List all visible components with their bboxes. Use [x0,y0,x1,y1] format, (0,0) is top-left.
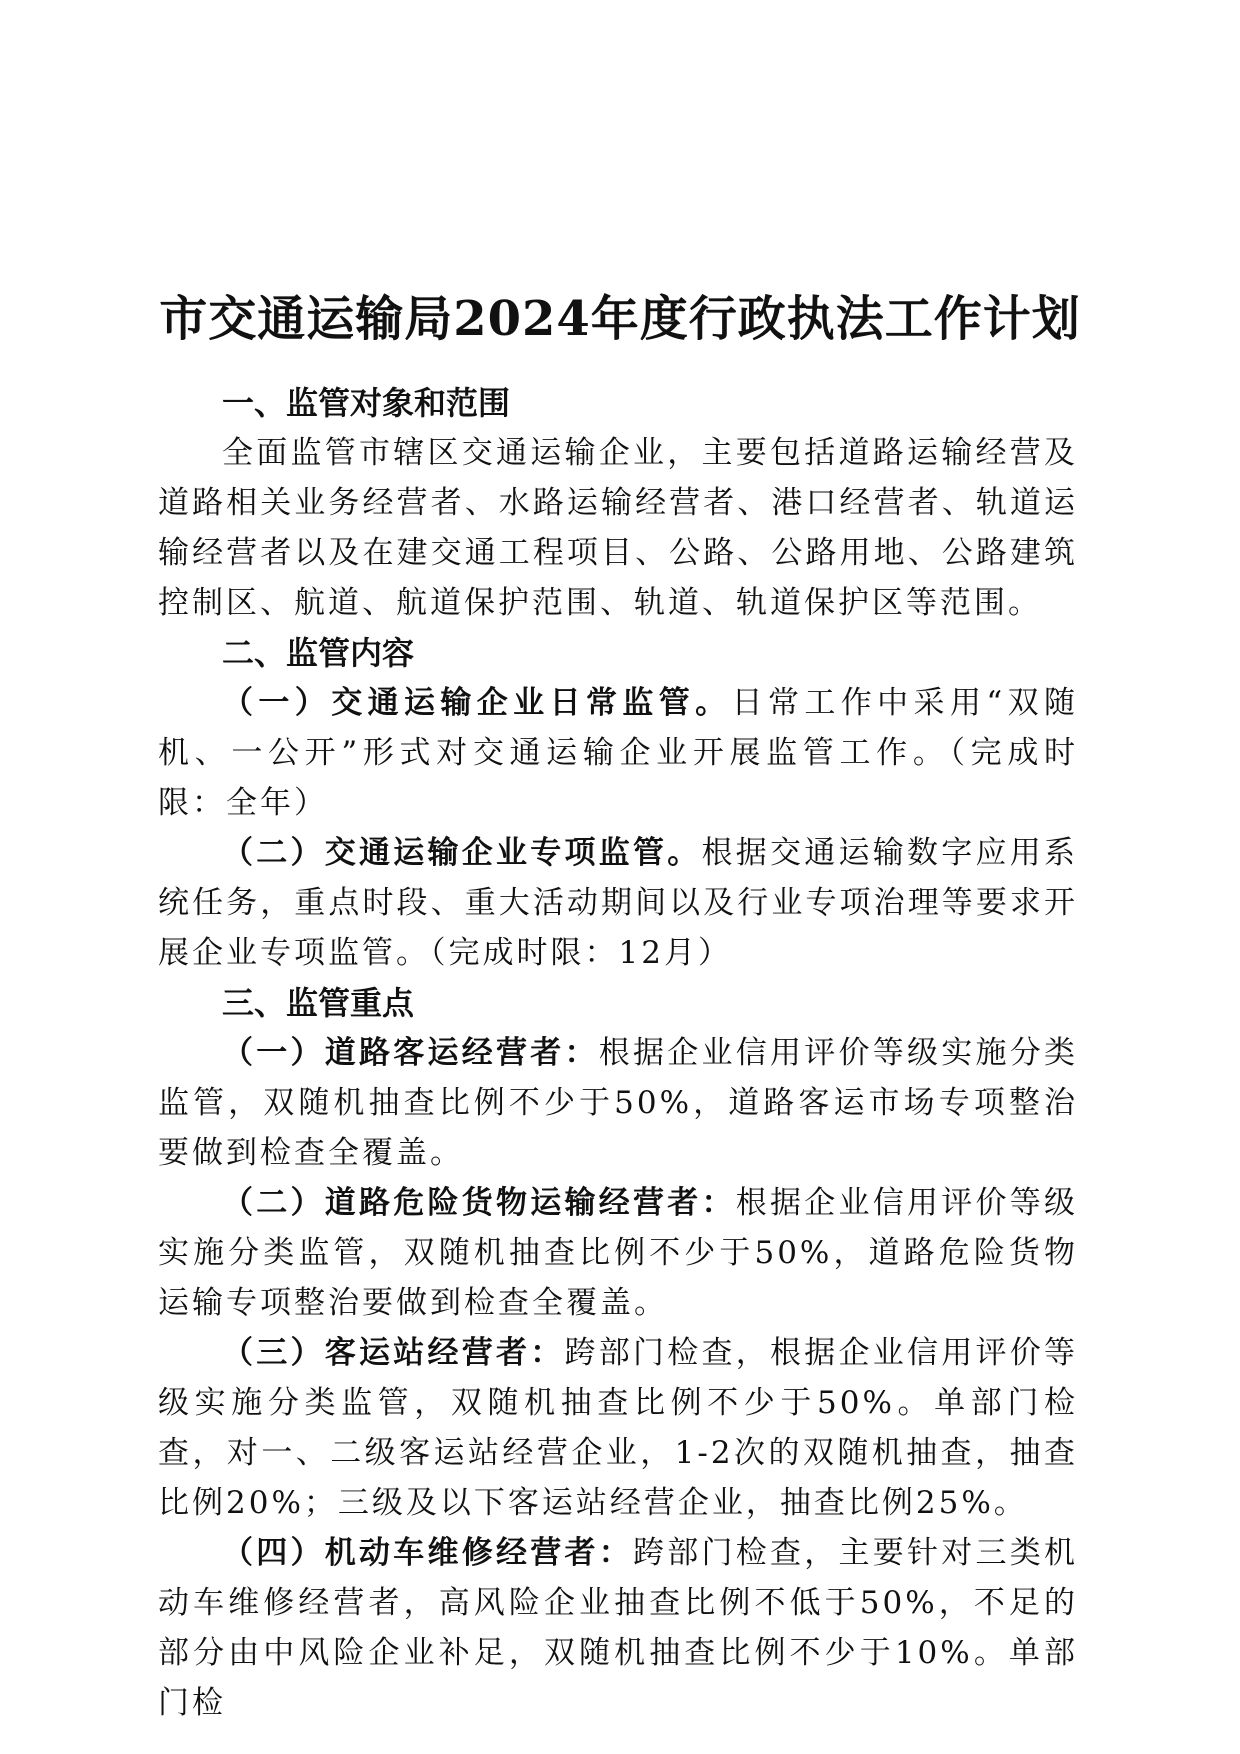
paragraph-text: 跨部门检查，根据企业信用评价等级实施分类监管，双随机抽查比例不少于50%。单部门检查，对一、二级客运站经营企业，1-2次的双随机抽查，抽查比例20%；三级及以下客运站经营企业，抽查比例25%。 [158,1335,1078,1521]
paragraph-text: 全面监管市辖区交通运输企业，主要包括道路运输经营及道路相关业务经营者、水路运输经营者、港口经营者、轨道运输经营者以及在建交通工程项目、公路、公路用地、公路建筑控制区、航道、航道保护范围、轨道、轨道保护区等范围。 [158,435,1078,621]
paragraph-lead: （三）客运站经营者： [222,1335,565,1371]
document-body [158,378,1078,1728]
paragraph-lead: （一）交通运输企业日常监管。 [222,685,732,721]
paragraph-text: 根据企业信用评价等级实施分类监管，双随机抽查比例不少于50%，道路客运市场专项整治要做到检查全覆盖。 [158,1035,1078,1171]
section-2-paragraph-2 [158,828,1078,978]
paragraph-lead: （一）道路客运经营者： [222,1035,599,1071]
section-heading-1: 一、监管对象和范围 [222,384,511,422]
paragraph-text: 跨部门检查，主要针对三类机动车维修经营者，高风险企业抽查比例不低于50%，不足的部分由中风险企业补足，双随机抽查比例不少于10%。单部门检 [158,1535,1078,1721]
paragraph-text: 根据企业信用评价等级实施分类监管，双随机抽查比例不少于50%，道路危险货物运输专项整治要做到检查全覆盖。 [158,1185,1078,1321]
section-heading-3: 三、监管重点 [222,984,415,1022]
paragraph-lead: （四）机动车维修经营者： [222,1535,633,1571]
paragraph-lead: （二）交通运输企业专项监管。 [222,835,702,871]
section-3-paragraph-3 [158,1328,1078,1528]
section-3-paragraph-4 [158,1528,1078,1728]
paragraph-lead: （二）道路危险货物运输经营者： [222,1185,736,1221]
section-heading-2: 二、监管内容 [222,634,415,672]
section-3-paragraph-1 [158,1028,1078,1178]
section-3-paragraph-2 [158,1178,1078,1328]
document-title: 市交通运输局2024年度行政执法工作计划 [159,291,1081,348]
paragraph-text: 日常工作中采用“双随机、一公开”形式对交通运输企业开展监管工作。（完成时限：全年） [158,685,1078,821]
section-1-paragraph-1 [158,428,1078,628]
section-2-paragraph-1 [158,678,1078,828]
paragraph-text: 根据交通运输数字应用系统任务，重点时段、重大活动期间以及行业专项治理等要求开展企业专项监管。（完成时限：12月） [158,835,1078,971]
